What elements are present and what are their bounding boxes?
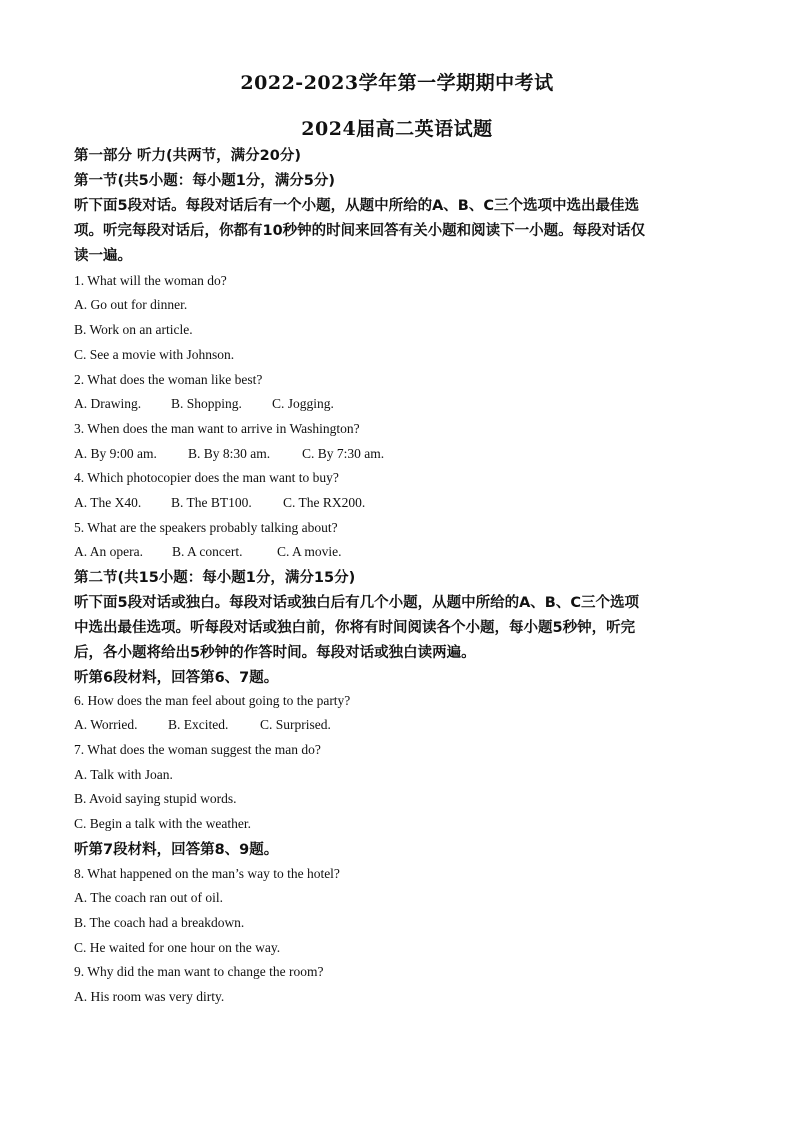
- options-row: [74, 494, 365, 512]
- section1-instruction-line: 听下面5段对话。每段对话后有一个小题，从题中所给的A、B、C三个选项中选出最佳选: [74, 198, 640, 214]
- option-b: B. Shopping.: [171, 396, 242, 411]
- question-1: 1. What will the woman do?: [74, 273, 227, 288]
- option-b: B. A concert.: [172, 544, 243, 559]
- option-c: C. Begin a talk with the weather.: [74, 816, 251, 831]
- option-a: A. Go out for dinner.: [74, 297, 188, 312]
- option-c: C. See a movie with Johnson.: [74, 347, 235, 362]
- section1-instruction-line: 项。听完每段对话后，你都有10秒钟的时间来回答有关小题和阅读下一小题。每段对话仅: [74, 223, 646, 239]
- question-4: 4. Which photocopier does the man want to buy?: [74, 470, 339, 485]
- section2-heading: 第二节(共15小题：每小题1分，满分15分): [74, 570, 356, 586]
- question-8: 8. What happened on the man’s way to the hotel?: [74, 866, 340, 881]
- option-a: A. By 9:00 am.: [74, 446, 157, 461]
- section1-heading: 第一节(共5小题：每小题1分，满分5分): [74, 173, 336, 189]
- option-a: A. Worried.: [74, 717, 138, 732]
- section2-instruction-line: 后，各小题将给出5秒钟的作答时间。每段对话或独白读两遍。: [74, 645, 476, 661]
- option-c: C. By 7:30 am.: [302, 446, 385, 461]
- options-row: [74, 716, 331, 734]
- material-heading-7: 听第7段材料，回答第8、9题。: [74, 842, 279, 858]
- option-b: B. By 8:30 am.: [188, 446, 271, 461]
- question-7: 7. What does the woman suggest the man do?: [74, 742, 321, 757]
- option-a: A. Talk with Joan.: [74, 767, 173, 782]
- exam-title: 2022-2023学年第一学期期中考试: [240, 72, 554, 94]
- options-row: [74, 445, 384, 463]
- question-6: 6. How does the man feel about going to the party?: [74, 693, 351, 708]
- option-b: B. Excited.: [168, 717, 229, 732]
- option-c: C. He waited for one hour on the way.: [74, 940, 281, 955]
- option-c: C. The RX200.: [283, 495, 366, 510]
- section1-instruction-line: 读一遍。: [74, 248, 132, 264]
- question-3: 3. When does the man want to arrive in Washington?: [74, 421, 360, 436]
- options-row: [74, 395, 334, 413]
- option-b: B. The BT100.: [171, 495, 252, 510]
- question-9: 9. Why did the man want to change the room?: [74, 964, 324, 979]
- option-a: A. His room was very dirty.: [74, 989, 225, 1004]
- options-row: [74, 543, 342, 561]
- option-b: B. The coach had a breakdown.: [74, 915, 245, 930]
- option-a: A. Drawing.: [74, 396, 142, 411]
- option-a: A. An opera.: [74, 544, 143, 559]
- exam-subtitle: 2024届高二英语试题: [301, 118, 493, 140]
- section2-instruction-line: 中选出最佳选项。听每段对话或独白前，你将有时间阅读各个小题，每小题5秒钟，听完: [74, 620, 636, 636]
- option-c: C. A movie.: [277, 544, 342, 559]
- section2-instruction-line: 听下面5段对话或独白。每段对话或独白后有几个小题，从题中所给的A、B、C三个选项: [74, 595, 640, 611]
- option-c: C. Surprised.: [260, 717, 331, 732]
- option-a: A. The X40.: [74, 495, 142, 510]
- material-heading-6: 听第6段材料，回答第6、7题。: [74, 670, 279, 686]
- option-a: A. The coach ran out of oil.: [74, 890, 223, 905]
- option-b: B. Avoid saying stupid words.: [74, 791, 237, 806]
- question-5: 5. What are the speakers probably talking about?: [74, 520, 338, 535]
- question-2: 2. What does the woman like best?: [74, 372, 263, 387]
- option-c: C. Jogging.: [272, 396, 334, 411]
- part1-heading: 第一部分 听力(共两节，满分20分): [74, 148, 301, 164]
- option-b: B. Work on an article.: [74, 322, 193, 337]
